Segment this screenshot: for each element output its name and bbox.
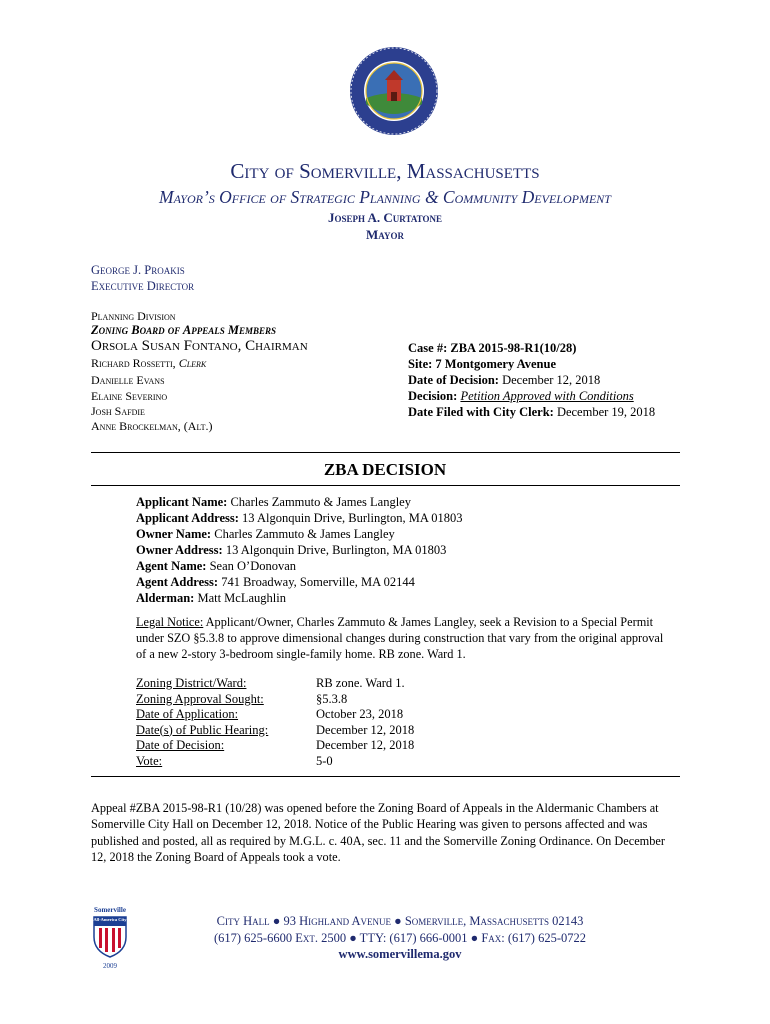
board-member: Elaine Severino: [91, 389, 168, 403]
date-label: Date of Decision:: [408, 373, 499, 387]
detail-label: Zoning Approval Sought:: [136, 691, 264, 706]
mayor-title: Mayor: [366, 227, 404, 242]
party-label: Alderman:: [136, 591, 195, 605]
badge-top-text: Somerville: [94, 906, 126, 914]
detail-value: December 12, 2018: [316, 722, 415, 737]
body-line: Appeal #ZBA 2015-98-R1 (10/28) was opened before the Zoning Board of Appeals in the Aldermanic Chambers at: [91, 801, 659, 815]
detail-value: October 23, 2018: [316, 707, 404, 721]
detail-label: Date(s) of Public Hearing:: [136, 722, 269, 737]
party-row: [136, 558, 463, 574]
board-heading: Zoning Board of Appeals Members: [91, 323, 276, 337]
party-label: Owner Address:: [136, 543, 223, 557]
city-seal-logo: [349, 46, 439, 136]
filed-value: December 19, 2018: [553, 405, 656, 419]
board-clerk: [91, 356, 206, 371]
parties-list: [136, 494, 463, 606]
executive-name: George J. Proakis: [91, 263, 185, 277]
legal-notice-text: under SZO §5.3.8 to approve dimensional changes during construction that vary from the original approval: [136, 631, 664, 645]
case-date-of-decision: [408, 373, 600, 388]
planning-division: Planning Division: [91, 309, 176, 323]
date-value: December 12, 2018: [498, 373, 601, 387]
filed-label: Date Filed with City Clerk:: [408, 405, 554, 419]
decision-label: Decision:: [408, 389, 458, 403]
detail-label: Vote:: [136, 753, 163, 768]
party-row: [136, 494, 463, 510]
party-label: Applicant Name:: [136, 495, 228, 509]
detail-value: §5.3.8: [316, 691, 348, 706]
decision-value: Petition Approved with Conditions: [460, 389, 634, 403]
board-member: Danielle Evans: [91, 373, 165, 387]
party-value: 13 Algonquin Drive, Burlington, MA 01803: [238, 511, 463, 525]
legal-notice-text: of a new 2-story 3-bedroom single-family home. RB zone. Ward 1.: [136, 647, 466, 661]
detail-value: RB zone. Ward 1.: [316, 676, 405, 690]
party-row: [136, 526, 463, 542]
detail-label: Date of Decision:: [136, 738, 225, 752]
board-member: Josh Safdie: [91, 404, 145, 418]
office-title: Mayor’s Office of Strategic Planning & Community Development: [159, 187, 611, 207]
party-row: [136, 510, 463, 526]
footer-phones: (617) 625-6600 Ext. 2500 ● TTY: (617) 666-0001 ● Fax: (617) 625-0722: [213, 931, 587, 945]
badge-year: 2009: [103, 962, 117, 970]
executive-title: Executive Director: [91, 279, 195, 293]
detail-value: 5-0: [316, 753, 333, 768]
city-title: City of Somerville, Massachusetts: [230, 159, 540, 183]
divider-bottom: [91, 776, 680, 777]
board-member: Anne Brockelman, (Alt.): [91, 419, 213, 433]
party-row: [136, 590, 463, 606]
detail-value: December 12, 2018: [316, 738, 415, 752]
party-label: Agent Address:: [136, 575, 219, 589]
body-line: 12, 2018 the Zoning Board of Appeals took a vote.: [91, 849, 341, 864]
case-decision: [408, 389, 634, 404]
clerk-name: Richard Rossetti,: [91, 356, 179, 370]
case-number: Case #: ZBA 2015-98-R1(10/28): [408, 341, 577, 355]
details-labels: [136, 676, 268, 769]
body-line: Somerville City Hall on December 12, 2018. Notice of the Public Hearing was given to persons affected and was: [91, 817, 648, 832]
details-values: [316, 676, 414, 769]
party-value: Matt McLaughlin: [194, 591, 286, 605]
case-site: Site: 7 Montgomery Avenue: [408, 357, 557, 371]
party-label: Agent Name:: [136, 559, 207, 573]
party-label: Owner Name:: [136, 527, 212, 541]
legal-notice-label: Legal Notice:: [136, 615, 204, 629]
party-value: 741 Broadway, Somerville, MA 02144: [218, 575, 415, 589]
badge-banner-text: All-America City: [93, 917, 127, 922]
footer-address: City Hall ● 93 Highland Avenue ● Somerville, Massachusetts 02143: [216, 914, 584, 928]
board-chair: Orsola Susan Fontano, Chairman: [91, 338, 308, 354]
divider-title: [91, 485, 680, 486]
party-row: [136, 574, 463, 590]
case-date-filed: [408, 405, 655, 420]
divider-top: [91, 452, 680, 453]
body-line: published and posted, all as required by M.G.L. c. 40A, sec. 11 and the Somerville Zoning Ordinance. On December: [91, 833, 665, 848]
detail-label: Date of Application:: [136, 707, 239, 721]
footer-website[interactable]: www.somervillema.gov: [338, 947, 462, 961]
legal-notice: [136, 614, 663, 662]
party-label: Applicant Address:: [136, 511, 239, 525]
party-value: Charles Zammuto & James Langley: [211, 527, 395, 541]
party-value: Charles Zammuto & James Langley: [227, 495, 411, 509]
body-paragraph: [91, 800, 665, 865]
clerk-role: Clerk: [178, 356, 207, 370]
legal-notice-text: Applicant/Owner, Charles Zammuto & James Langley, seek a Revision to a Special Permit: [203, 615, 654, 629]
party-row: [136, 542, 463, 558]
decision-title: ZBA DECISION: [323, 460, 447, 479]
party-value: 13 Algonquin Drive, Burlington, MA 01803: [222, 543, 447, 557]
detail-label: Zoning District/Ward:: [136, 676, 247, 690]
party-value: Sean O’Donovan: [206, 559, 297, 573]
mayor-name: Joseph A. Curtatone: [327, 210, 442, 225]
